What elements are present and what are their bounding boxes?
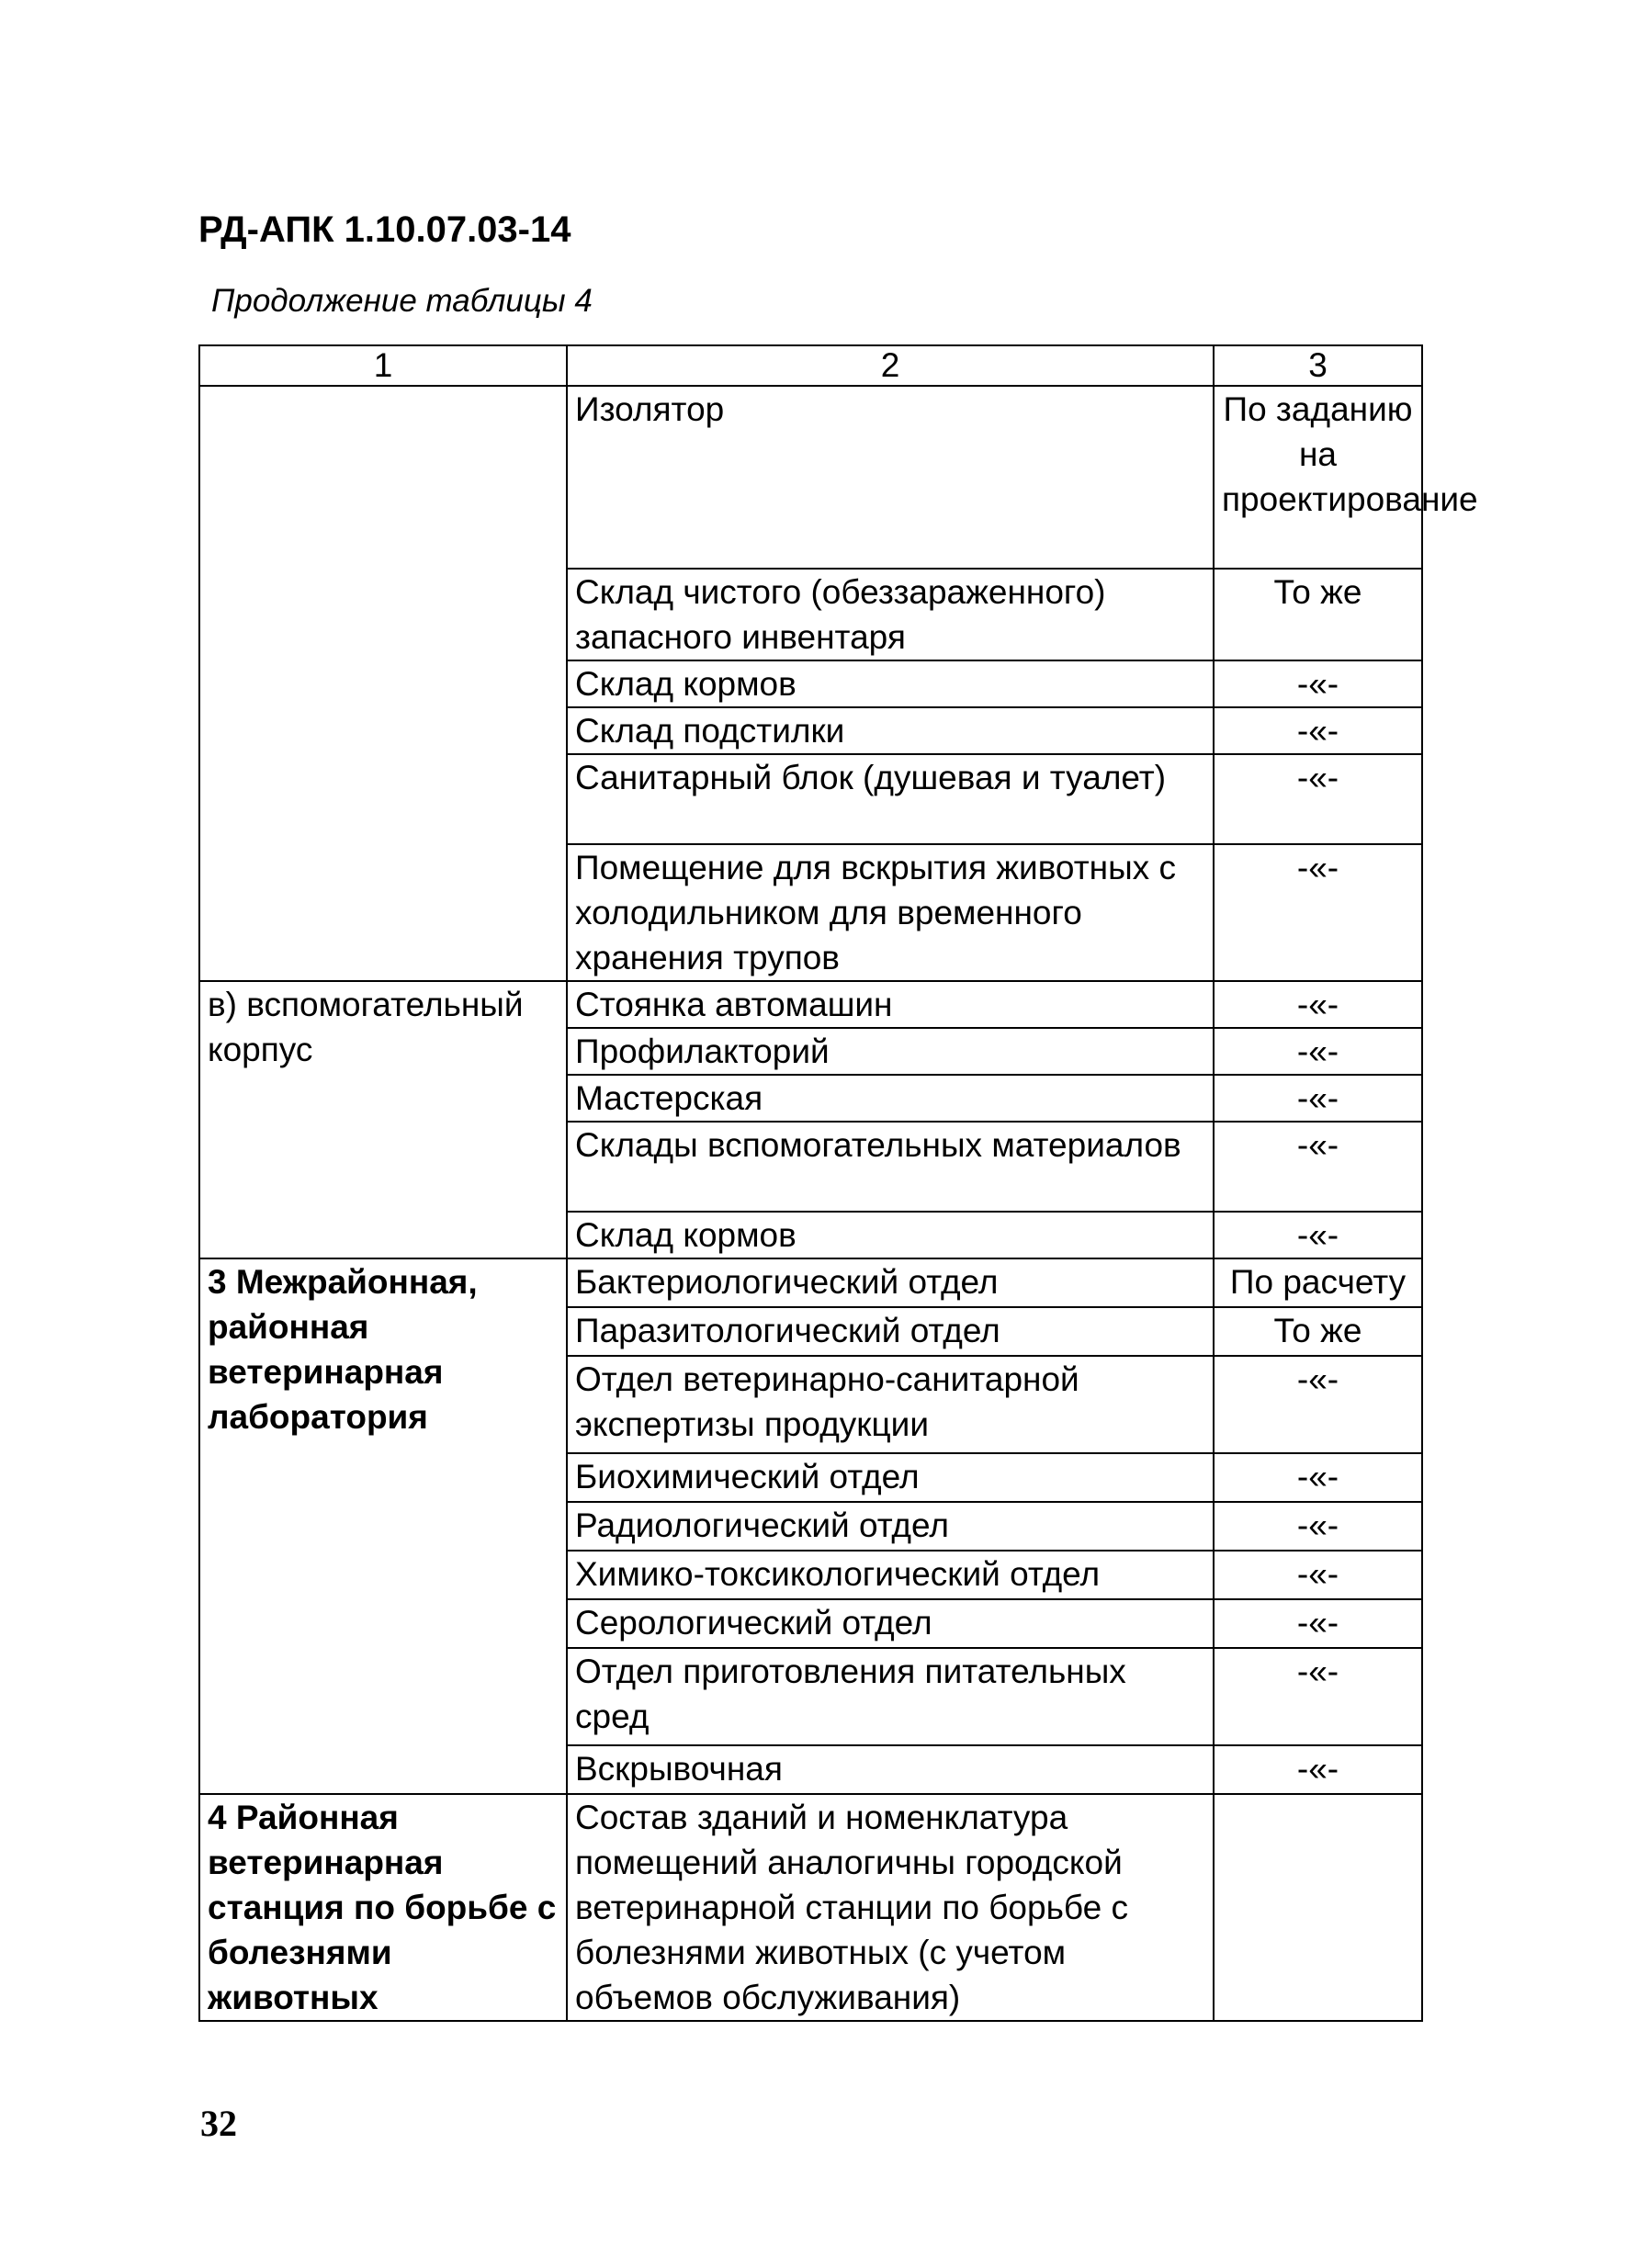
item-cell: Склад кормов xyxy=(567,1212,1214,1258)
norm-cell: -«- xyxy=(1214,1356,1422,1453)
norm-cell: -«- xyxy=(1214,1212,1422,1258)
item-cell: Отдел ветеринарно-санитарной экспертизы продукции xyxy=(567,1356,1214,1453)
header-cell-1: 1 xyxy=(199,345,567,386)
item-cell: Состав зданий и номенклатура помещений аналогичны городской ветеринарной станции по борьбе с болезнями животных (с учетом объемов обслуживания) xyxy=(567,1794,1214,2021)
item-cell: Склад чистого (обеззараженного) запасного инвентаря xyxy=(567,569,1214,660)
item-cell: Отдел приготовления питательных сред xyxy=(567,1648,1214,1745)
page-number: 32 xyxy=(200,2103,237,2144)
item-cell: Помещение для вскрытия животных с холодильником для временного хранения трупов xyxy=(567,844,1214,981)
norm-cell: По расчету xyxy=(1214,1258,1422,1307)
table-row xyxy=(199,1258,1422,1307)
item-cell: Склад кормов xyxy=(567,660,1214,707)
norm-cell: -«- xyxy=(1214,660,1422,707)
item-cell: Химико-токсикологический отдел xyxy=(567,1551,1214,1599)
header-cell-3: 3 xyxy=(1214,345,1422,386)
section-cell: 3 Межрайонная, районная ветеринарная лаборатория xyxy=(199,1258,567,1794)
norm-cell: -«- xyxy=(1214,754,1422,844)
norm-cell: -«- xyxy=(1214,707,1422,754)
item-cell: Серологический отдел xyxy=(567,1599,1214,1648)
section-cell xyxy=(199,386,567,981)
norms-table xyxy=(198,344,1478,2022)
norm-cell: -«- xyxy=(1214,1502,1422,1551)
norm-cell: -«- xyxy=(1214,844,1422,981)
norm-cell: То же xyxy=(1214,569,1422,660)
norm-cell: -«- xyxy=(1214,1599,1422,1648)
norm-cell: -«- xyxy=(1214,981,1422,1028)
item-cell: Паразитологический отдел xyxy=(567,1307,1214,1356)
section-cell: в) вспомогательный корпус xyxy=(199,981,567,1258)
norm-cell: -«- xyxy=(1214,1648,1422,1745)
table-row xyxy=(199,981,1422,1028)
item-cell: Изолятор xyxy=(567,386,1214,569)
item-cell: Склады вспомогательных материалов xyxy=(567,1122,1214,1212)
norm-cell: -«- xyxy=(1214,1028,1422,1075)
item-cell: Радиологический отдел xyxy=(567,1502,1214,1551)
item-cell: Стоянка автомашин xyxy=(567,981,1214,1028)
norm-cell: -«- xyxy=(1214,1453,1422,1502)
section-cell: 4 Районная ветеринарная станция по борьбе с болезнями животных xyxy=(199,1794,567,2021)
item-cell: Биохимический отдел xyxy=(567,1453,1214,1502)
norm-cell: -«- xyxy=(1214,1122,1422,1212)
document-code: РД-АПК 1.10.07.03-14 xyxy=(198,209,571,250)
norm-cell: -«- xyxy=(1214,1551,1422,1599)
item-cell: Санитарный блок (душевая и туалет) xyxy=(567,754,1214,844)
table-row xyxy=(199,386,1422,569)
item-cell: Бактериологический отдел xyxy=(567,1258,1214,1307)
norm-cell: По заданию на проектирование xyxy=(1214,386,1422,569)
norm-cell: -«- xyxy=(1214,1075,1422,1122)
table-caption: Продолжение таблицы 4 xyxy=(211,283,593,319)
item-cell: Вскрывочная xyxy=(567,1745,1214,1794)
norm-cell xyxy=(1214,1794,1422,2021)
norm-cell: То же xyxy=(1214,1307,1422,1356)
item-cell: Мастерская xyxy=(567,1075,1214,1122)
header-cell-2: 2 xyxy=(567,345,1214,386)
table-header-row xyxy=(199,345,1422,386)
norm-cell: -«- xyxy=(1214,1745,1422,1794)
item-cell: Склад подстилки xyxy=(567,707,1214,754)
table-row xyxy=(199,1794,1422,2021)
item-cell: Профилакторий xyxy=(567,1028,1214,1075)
